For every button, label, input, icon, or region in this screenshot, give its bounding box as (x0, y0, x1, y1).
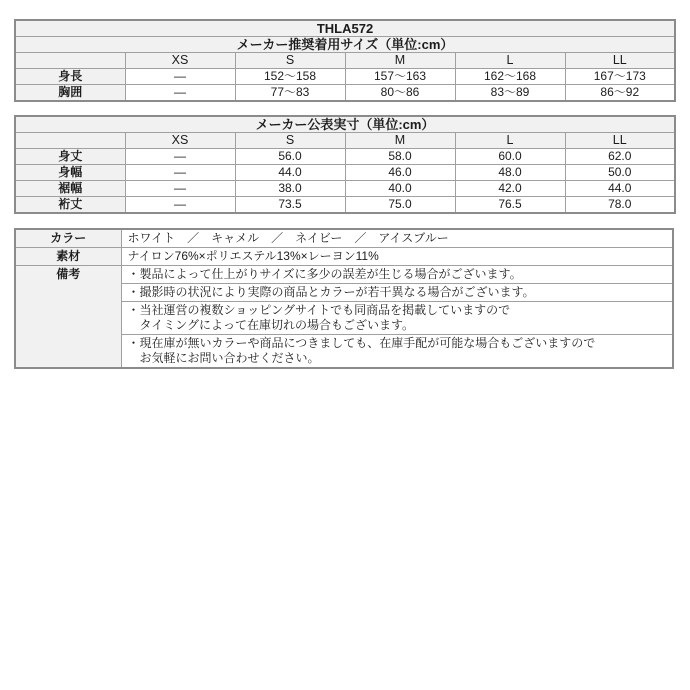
column-header-xs: XS (125, 133, 235, 149)
row-label: 裾幅 (15, 181, 125, 197)
column-header-m: M (345, 133, 455, 149)
material-value: ナイロン76%×ポリエステル13%×レーヨン11% (121, 248, 673, 266)
size-value: 86～92 (565, 85, 675, 102)
note-text: ・現在庫が無いカラーや商品につきましても、在庫手配が可能な場合もございますので お気軽にお問い合わせください。 (121, 335, 673, 369)
row-label: 胸囲 (15, 85, 125, 102)
table2-title-row (15, 116, 675, 133)
size-value: 60.0 (455, 149, 565, 165)
size-value: — (125, 85, 235, 102)
actual-size-table (14, 115, 676, 214)
size-value: — (125, 181, 235, 197)
material-row (15, 248, 673, 266)
color-label: カラー (15, 229, 121, 248)
size-value: 75.0 (345, 197, 455, 214)
size-value: 50.0 (565, 165, 675, 181)
size-row (15, 69, 675, 85)
size-row (15, 197, 675, 214)
size-value: 40.0 (345, 181, 455, 197)
size-row (15, 85, 675, 102)
size-row (15, 149, 675, 165)
size-value: 42.0 (455, 181, 565, 197)
column-header-s: S (235, 133, 345, 149)
size-value: — (125, 69, 235, 85)
size-value: 152～158 (235, 69, 345, 85)
row-label: 身丈 (15, 149, 125, 165)
column-header-ll: LL (565, 53, 675, 69)
model-number: THLA572 (15, 20, 675, 37)
size-value: 83～89 (455, 85, 565, 102)
color-value: ホワイト ／ キャメル ／ ネイビー ／ アイスブルー (121, 229, 673, 248)
size-value: 44.0 (235, 165, 345, 181)
size-value: 46.0 (345, 165, 455, 181)
size-value: 77～83 (235, 85, 345, 102)
column-header-empty (15, 133, 125, 149)
material-label: 素材 (15, 248, 121, 266)
table1-title: メーカー推奨着用サイズ（単位:cm） (15, 37, 675, 53)
size-value: 38.0 (235, 181, 345, 197)
table2-title: メーカー公表実寸（単位:cm） (15, 116, 675, 133)
column-header-ll: LL (565, 133, 675, 149)
size-value: 167～173 (565, 69, 675, 85)
table1-column-headers (15, 53, 675, 69)
table2-column-headers (15, 133, 675, 149)
note-text: ・製品によって仕上がりサイズに多少の誤差が生じる場合がございます。 (121, 266, 673, 284)
size-row (15, 181, 675, 197)
size-value: 44.0 (565, 181, 675, 197)
row-label: 身幅 (15, 165, 125, 181)
size-value: — (125, 197, 235, 214)
note-row (15, 266, 673, 284)
color-row (15, 229, 673, 248)
size-row (15, 165, 675, 181)
size-value: 48.0 (455, 165, 565, 181)
size-value: — (125, 149, 235, 165)
size-value: 78.0 (565, 197, 675, 214)
size-value: 56.0 (235, 149, 345, 165)
row-label: 裄丈 (15, 197, 125, 214)
recommended-size-table (14, 19, 676, 102)
size-value: 80～86 (345, 85, 455, 102)
notes-label: 備考 (15, 266, 121, 369)
size-value: 157～163 (345, 69, 455, 85)
column-header-s: S (235, 53, 345, 69)
size-value: 76.5 (455, 197, 565, 214)
column-header-m: M (345, 53, 455, 69)
column-header-xs: XS (125, 53, 235, 69)
size-value: 58.0 (345, 149, 455, 165)
note-text: ・当社運営の複数ショッピングサイトでも同商品を掲載していますので タイミングによって在庫切れの場合もございます。 (121, 302, 673, 335)
model-number-row (15, 20, 675, 37)
product-info-table (14, 228, 674, 369)
column-header-empty (15, 53, 125, 69)
table1-title-row (15, 37, 675, 53)
column-header-l: L (455, 53, 565, 69)
size-value: 73.5 (235, 197, 345, 214)
size-value: 62.0 (565, 149, 675, 165)
note-text: ・撮影時の状況により実際の商品とカラーが若干異なる場合がございます。 (121, 284, 673, 302)
size-value: — (125, 165, 235, 181)
column-header-l: L (455, 133, 565, 149)
row-label: 身長 (15, 69, 125, 85)
size-value: 162～168 (455, 69, 565, 85)
